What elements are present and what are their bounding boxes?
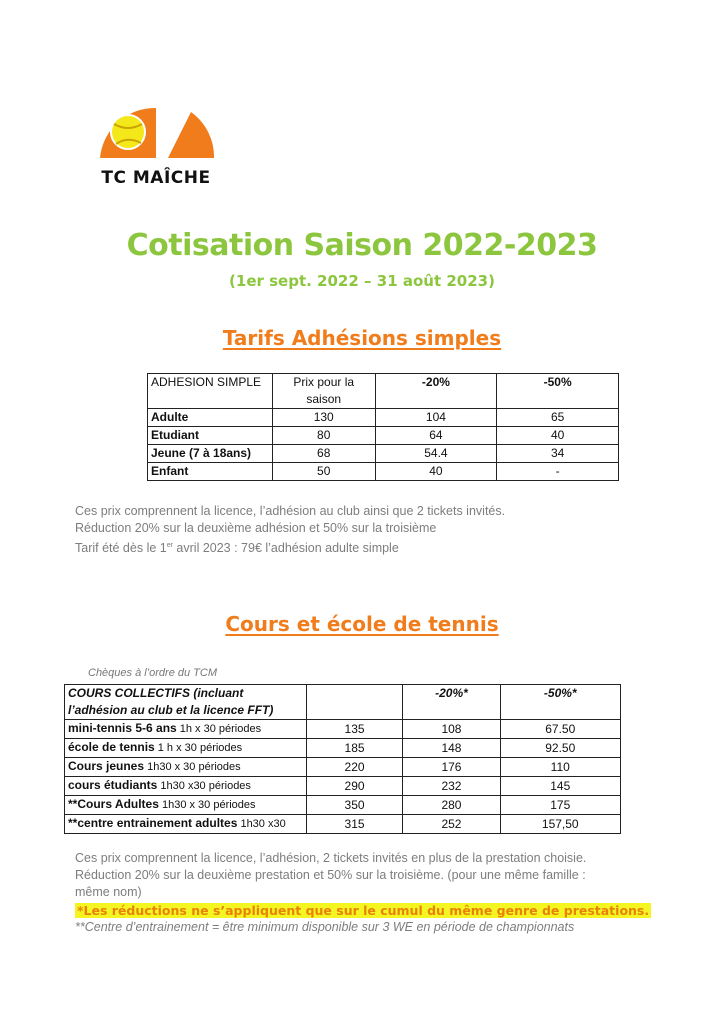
table-header-row [148,374,619,409]
table-header: -20% [375,374,497,409]
footnote: **Centre d’entrainement = être minimum disponible sur 3 WE en période de championnats [75,920,575,934]
table-cell: 92.50 [500,739,621,758]
section-title-adhesions: Tarifs Adhésions simples [222,326,502,350]
table-cell: 67.50 [500,720,621,739]
table-header: -50%* [500,685,621,720]
page-subtitle: (1er sept. 2022 – 31 août 2023) [229,272,495,290]
table-row [65,815,621,834]
logo-orange-arc-right [168,112,214,158]
table-row [65,739,621,758]
table-cell: Etudiant [148,427,273,445]
note-line: Ces prix comprennent la licence, l’adhésion au club ainsi que 2 tickets invités. [75,504,506,518]
note-text: avril 2023 : 79€ l’adhésion adulte simple [172,541,399,556]
table-cell: 157,50 [500,815,621,834]
table-cell: 185 [306,739,403,758]
course-name: école de tennis [68,740,155,754]
note-sup: er [166,542,173,549]
table-row [65,777,621,796]
course-name: cours étudiants [68,778,158,792]
table-row [65,796,621,815]
course-name: **centre entrainement adultes [68,816,238,830]
table-cell: 65 [497,409,619,427]
table-row [148,445,619,463]
course-name: Cours jeunes [68,759,145,773]
table-cell: 50 [272,463,375,481]
note-line: Réduction 20% sur la deuxième adhésion et 50% sur la troisième [75,521,437,535]
table-cell: 130 [272,409,375,427]
table-header-row [65,685,621,720]
course-detail: 1h30 x 30 périodes [158,799,256,811]
table-cell [65,777,307,796]
table-cell: 34 [497,445,619,463]
course-detail: 1h x 30 périodes [176,723,262,735]
table-row [148,409,619,427]
course-detail: 1h30 x30 périodes [157,780,251,792]
table-cell: 104 [375,409,497,427]
course-detail: 1 h x 30 périodes [154,742,243,754]
course-detail: 1h30 x30 [237,818,286,830]
table-cell: 350 [306,796,403,815]
note-line: Réduction 20% sur la deuxième prestation et 50% sur la troisième. (pour une même famille : [75,868,586,882]
table-cell: - [497,463,619,481]
logo-white-slash [156,108,168,158]
table-cell [65,815,307,834]
table-cell [65,796,307,815]
table-header: Prix pour la saison [272,374,375,409]
table-cell: 110 [500,758,621,777]
cheques-note: Chèques à l’ordre du TCM [88,667,218,679]
table-row [148,463,619,481]
table-cell: 148 [403,739,500,758]
table-cell: Jeune (7 à 18ans) [148,445,273,463]
table-cell: 232 [403,777,500,796]
note-line [75,537,675,557]
adhesion-note [75,503,675,557]
table-cell: 64 [375,427,497,445]
note-text: Tarif été dès le 1 [75,541,167,556]
table-cell [65,739,307,758]
table-cell: 54.4 [375,445,497,463]
table-cell: 315 [306,815,403,834]
table-cell: 252 [403,815,500,834]
table-cell: 175 [500,796,621,815]
table-cell: 220 [306,758,403,777]
section-title-cours: Cours et école de tennis [225,612,499,636]
table-header: COURS COLLECTIFS (incluant l’adhésion au club et la licence FFT) [65,685,307,720]
course-name: **Cours Adultes [68,797,159,811]
page-title: Cotisation Saison 2022-2023 [126,228,598,263]
table-header: ADHESION SIMPLE [148,374,273,409]
cours-table [64,684,621,834]
reduction-warning: *Les réductions ne s’appliquent que sur le cumul du même genre de prestations. [77,903,650,918]
table-cell [65,758,307,777]
table-row [65,720,621,739]
course-detail: 1h30 x 30 périodes [144,761,241,773]
table-cell: 40 [497,427,619,445]
table-row [148,427,619,445]
table-header: -20%* [403,685,500,720]
table-cell: 145 [500,777,621,796]
table-cell: Adulte [148,409,273,427]
note-line: même nom) [75,885,142,899]
note-line: Ces prix comprennent la licence, l’adhésion, 2 tickets invités en plus de la prestation choisie. [75,851,587,865]
table-cell: 108 [403,720,500,739]
table-cell: 176 [403,758,500,777]
table-header: -50% [497,374,619,409]
cours-note [75,850,675,901]
table-cell: 80 [272,427,375,445]
table-header [306,685,403,720]
table-cell: 135 [306,720,403,739]
logo-text: TC MAÎCHE [101,168,211,188]
adhesion-table [147,373,619,481]
table-cell: 290 [306,777,403,796]
table-cell: 68 [272,445,375,463]
table-cell [65,720,307,739]
course-name: mini-tennis 5-6 ans [68,721,177,735]
table-cell: Enfant [148,463,273,481]
table-row [65,758,621,777]
table-cell: 280 [403,796,500,815]
table-cell: 40 [375,463,497,481]
